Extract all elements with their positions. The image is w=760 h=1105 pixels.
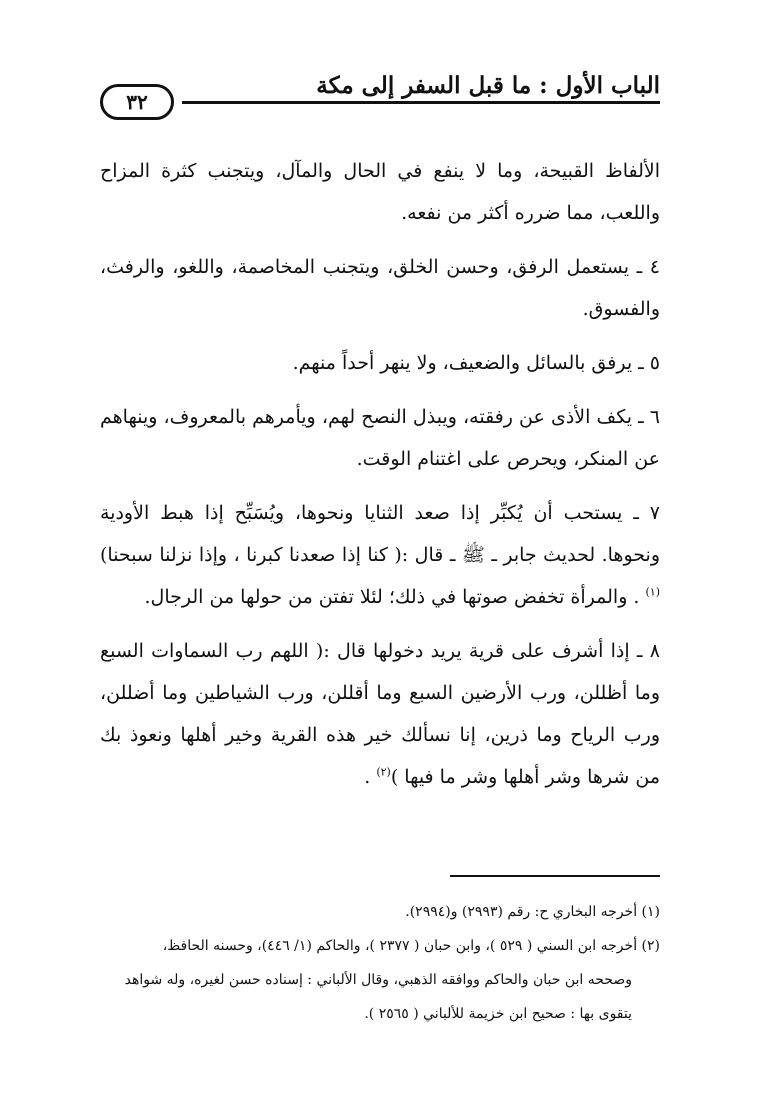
header-rule [182,101,660,104]
footnote-separator [450,875,660,877]
main-text [100,150,660,810]
paragraph-continuation: الألفاظ القبيحة، وما لا ينفع في الحال والمآل، ويتجنب كثرة المزاح واللعب، مما ضرره أكثر من نفعه. [100,160,660,224]
paragraph-item-8 [100,630,660,798]
footnote-1: (١) أخرجه البخاري ح: رقم (٢٩٩٣) و(٢٩٩٤). [405,904,660,920]
item-7-tail: . والمرأة تخفض صوتها في ذلك؛ لئلا تفتن من حولها من الرجال. [144,586,646,608]
footnote-2-line-2: وصححه ابن حبان والحاكم ووافقه الذهبي، وقال الألباني : إسناده حسن لغيره، وله شواهد [124,972,632,988]
footnote-2-line-3: يتقوى بها : صحيح ابن خزيمة للألباني ( ٢٥٦٥ ). [364,1006,632,1022]
page-number-badge: ٣٢ [100,84,174,120]
page-header [100,68,660,124]
paragraph-item-5: ٥ ـ يرفق بالسائل والضعيف، ولا ينهر أحداً منهم. [292,352,660,374]
item-7-text: ٧ ـ يستحب أن يُكبِّر إذا صعد الثنايا ونحوها، ويُسَبِّح إذا هبط الأودية ونحوها. لحديث جابر ـ ﷺ ـ قال :( كنا إذا صعدنا كبرنا ، وإذا نزلنا سبحنا) [100,502,660,566]
paragraph-item-7 [100,492,660,618]
footnotes [100,895,660,1031]
item-8-tail: . [364,766,377,788]
paragraph-item-4: ٤ ـ يستعمل الرفق، وحسن الخلق، ويتجنب المخاصمة، واللغو، والرفث، والفسوق. [100,256,660,320]
footnote-ref-2: (٢) [376,765,391,779]
item-8-text: ٨ ـ إذا أشرف على قرية يريد دخولها قال :( اللهم رب السماوات السبع وما أظللن، ورب الأرضين السبع وما أقللن، ورب الشياطين وما أضللن، ورب الرياح وما ذرين، إنا نسألك خير هذه القرية وخير أهلها ونعوذ بك من شرها وشر أهلها وشر ما فيها ) [100,640,660,788]
paragraph-item-6: ٦ ـ يكف الأذى عن رفقته، ويبذل النصح لهم، ويأمرهم بالمعروف، وينهاهم عن المنكر، ويحرص على اغتنام الوقت. [100,406,660,470]
chapter-title: الباب الأول : ما قبل السفر إلى مكة [316,72,660,99]
footnote-2-line-1: (٢) أخرجه ابن السني ( ٥٢٩ )، وابن حبان ( ٢٣٧٧ )، والحاكم (١/ ٤٤٦)، وحسنه الحافظ، [162,938,660,954]
footnote-ref-1: (١) [645,585,660,599]
